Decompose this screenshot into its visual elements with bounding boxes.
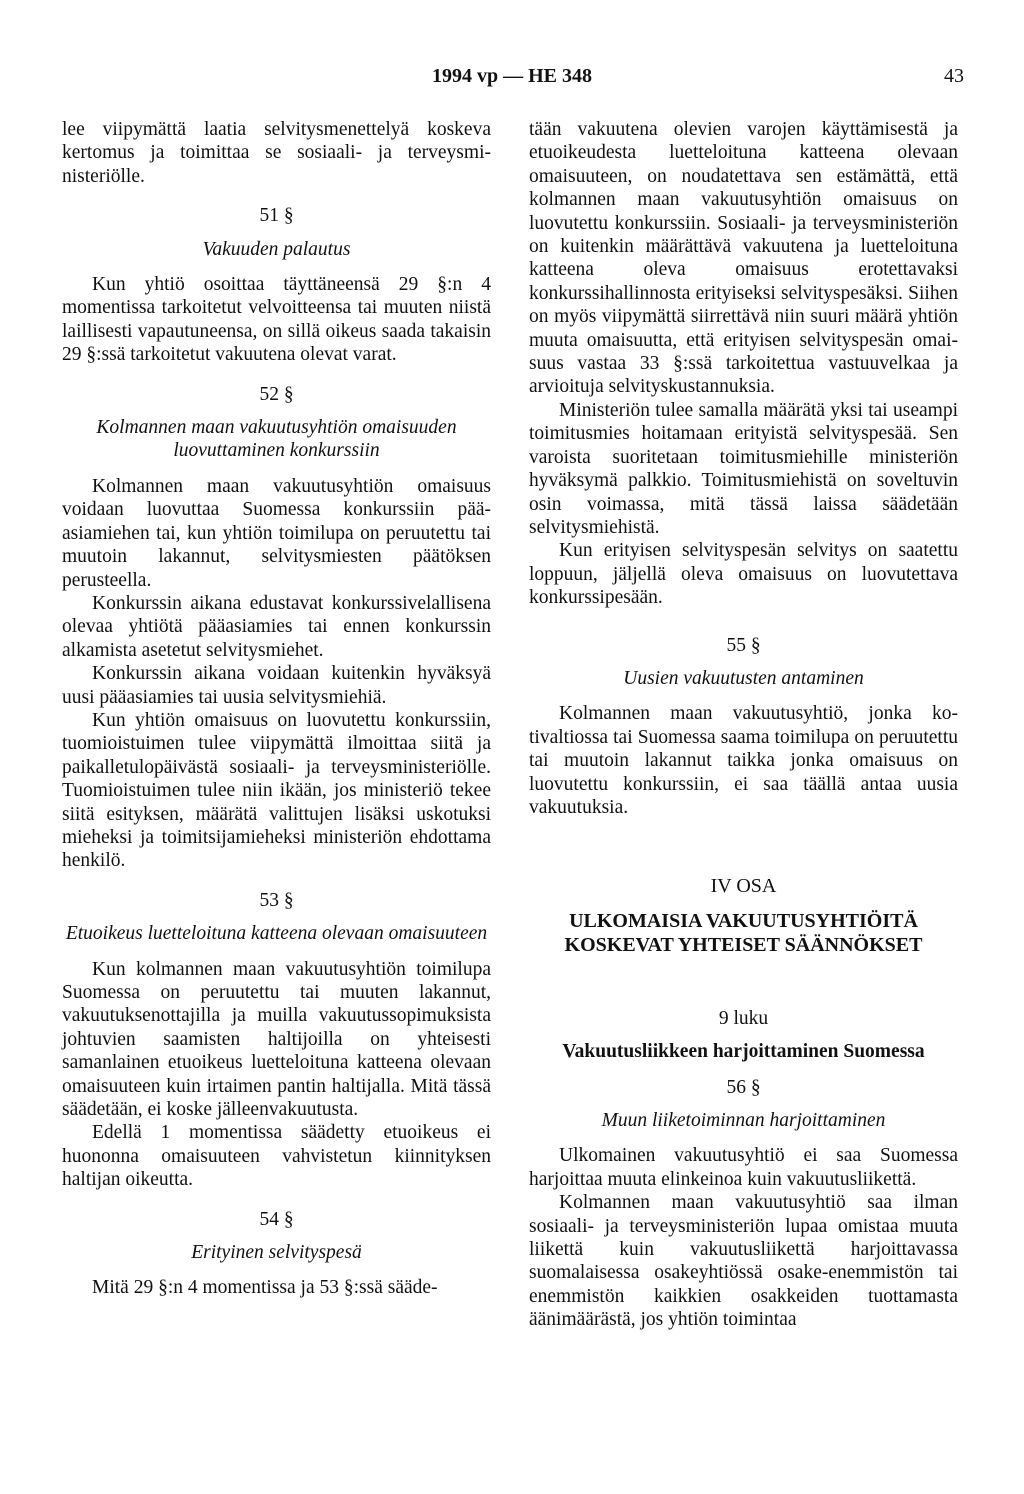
section-title-56: Muun liiketoiminnan harjoittaminen xyxy=(601,1110,886,1131)
part-title: ULKOMAISIA VAKUUTUSYHTIÖITÄ KOSKEVAT YHTEISET SÄÄNNÖKSET xyxy=(564,909,923,956)
paragraph: Ulkomainen vakuutusyhtiö ei saa Suomessa harjoittaa muuta elinkeinoa kuin vakuutusliikettä. xyxy=(529,1145,958,1190)
left-column xyxy=(62,118,491,1300)
paragraph: Kolmannen maan vakuutusyhtiön omaisuus voidaan luovuttaa Suomessa konkurssiin pääasiamiehen tai, kun yhtiön toimilupa on peruutettu tai muutoin lakannut, selvitysmiesten päätöksen perusteella. xyxy=(62,475,491,591)
right-column xyxy=(529,118,958,1332)
section-title-53: Etuoikeus luetteloituna katteena olevaan omaisuuteen xyxy=(65,923,488,945)
section-title-52: Kolmannen maan vakuutusyhtiön omaisuuden luovuttaminen konkurssiin xyxy=(96,417,457,462)
paragraph: Konkurssin aikana voidaan kuitenkin hyväksyä uusi pääasiamies tai uusia selvitysmiehiä. xyxy=(62,663,491,708)
section-number-55: 55 § xyxy=(726,634,761,656)
section-number-52: 52 § xyxy=(259,383,294,405)
chapter-title: Vakuutusliikkeen harjoittaminen Suomessa xyxy=(562,1041,925,1063)
section-number-51: 51 § xyxy=(259,205,294,227)
paragraph: Kun yhtiön omaisuus on luovutettu konkurssiin, tuomioistuimen tulee viipymättä ilmoittaa siitä ja paikalletulopäivästä sosiaali- ja terveysministeriölle. Tuomioistuimen tulee niin ikään, jos ministeriö tekee siitä esityksen, määrätä valittujen lisäksi uskotuksi mieheksi ja toimitsijamieheksi ministeriön ehdottama henkilö. xyxy=(62,709,491,872)
paragraph: Kun erityisen selvityspesän selvitys on saatettu loppuun, jäljellä oleva omaisuus on luovutettava konkurssipesään. xyxy=(529,540,958,609)
paragraph: Kun kolmannen maan vakuutusyhtiön toimilupa Suomessa on peruutettu tai muuten lakannut, vakuutuksenottajilla ja muilla vakuutussopimuksista johtuvien saamisten haltijoilla on yhteisesti samanlainen etuoikeus luetteloituna katteena olevaan omaisuuteen kuin irtaimen pantin haltijalla. Mitä tässä säädetään, ei koske jälleenvakuutusta. xyxy=(62,958,491,1121)
section-number-53: 53 § xyxy=(259,889,294,911)
paragraph: Kolmannen maan vakuutusyhtiö saa ilman sosiaali- ja terveysministeriön lupaa omistaa muuta liikettä kuin vakuutusliikettä harjoittavassa suomalaisessa osakeyhtiössä osake-enemmistön tai enemmistön kaikkien osakkeiden tuottamasta äänimäärästä, jos yhtiön toimintaa xyxy=(529,1192,958,1331)
paragraph: Edellä 1 momentissa säädetty etuoikeus ei huononna omaisuuteen vahvistetun kiinnityksen haltijan oikeutta. xyxy=(62,1122,491,1191)
paragraph: Konkurssin aikana edustavat konkurssivelallisena olevaa yhtiötä pääasiamies tai ennen konkurssin alkamista asetetut selvitysmiehet. xyxy=(62,592,491,661)
section-title-54: Erityinen selvityspesä xyxy=(191,1242,362,1264)
section-title-51: Vakuuden palautus xyxy=(202,238,351,260)
page-number: 43 xyxy=(944,65,964,87)
paragraph: lee viipymättä laatia selvitysmenettelyä koskeva kertomus ja toimittaa se sosiaali- ja terveysministeriölle. xyxy=(62,119,491,187)
paragraph: Ministeriön tulee samalla määrätä yksi tai useampi toimitusmies hoitamaan erityistä selvityspesää. Sen varoista suoritetaan toimitusmiehille ministeriön hyväksymä palkkio. Toimitusmiehistä on soveltuvin osin voimassa, mitä tässä laissa säädetään selvitysmiehistä. xyxy=(529,399,958,538)
paragraph: tään vakuutena olevien varojen käyttämisestä ja etuoikeudesta luetteloituna katteena olevaan omaisuuteen, on noudatettava sen estämättä, että kolmannen maan vakuutusyhtiön omaisuus on luovutettu konkurssiin. Sosiaali- ja terveysministeriön on kuitenkin määrättävä vakuutena ja luetteloituna katteena oleva omaisuus erotettavaksi konkurssihallinnosta erityiseksi selvityspesäksi. Siihen on myös viipymättä siirrettävä niin suuri määrä yhtiön muuta omaisuutta, että erityisen selvityspesän omaisuus vastaa 33 §:ssä tarkoitettua vastuuvelkaa ja arvioituja selvityskustannuksia. xyxy=(529,119,958,398)
paragraph: Mitä 29 §:n 4 momentissa ja 53 §:ssä sääde- xyxy=(92,1277,438,1299)
running-header: 1994 vp — HE 348 xyxy=(431,65,593,87)
paragraph: Kun yhtiö osoittaa täyttäneensä 29 §:n 4 momentissa tarkoitetut velvoitteensa tai muuten niistä laillisesti vapautuneensa, on sillä oikeus saada takaisin 29 §:ssä tarkoitetut vakuutena olevat varat. xyxy=(62,274,491,366)
section-number-56: 56 § xyxy=(726,1076,761,1098)
section-number-54: 54 § xyxy=(259,1208,294,1230)
chapter-label: 9 luku xyxy=(718,1007,769,1029)
part-label: IV OSA xyxy=(710,875,777,898)
section-title-55: Uusien vakuutusten antaminen xyxy=(623,667,864,689)
paragraph: Kolmannen maan vakuutusyhtiö, jonka kotivaltiossa tai Suomessa saama toimilupa on peruutettu tai muutoin lakannut taikka jonka omaisuus on luovutettu konkurssiin, ei saa täällä antaa uusia vakuutuksia. xyxy=(529,703,958,818)
